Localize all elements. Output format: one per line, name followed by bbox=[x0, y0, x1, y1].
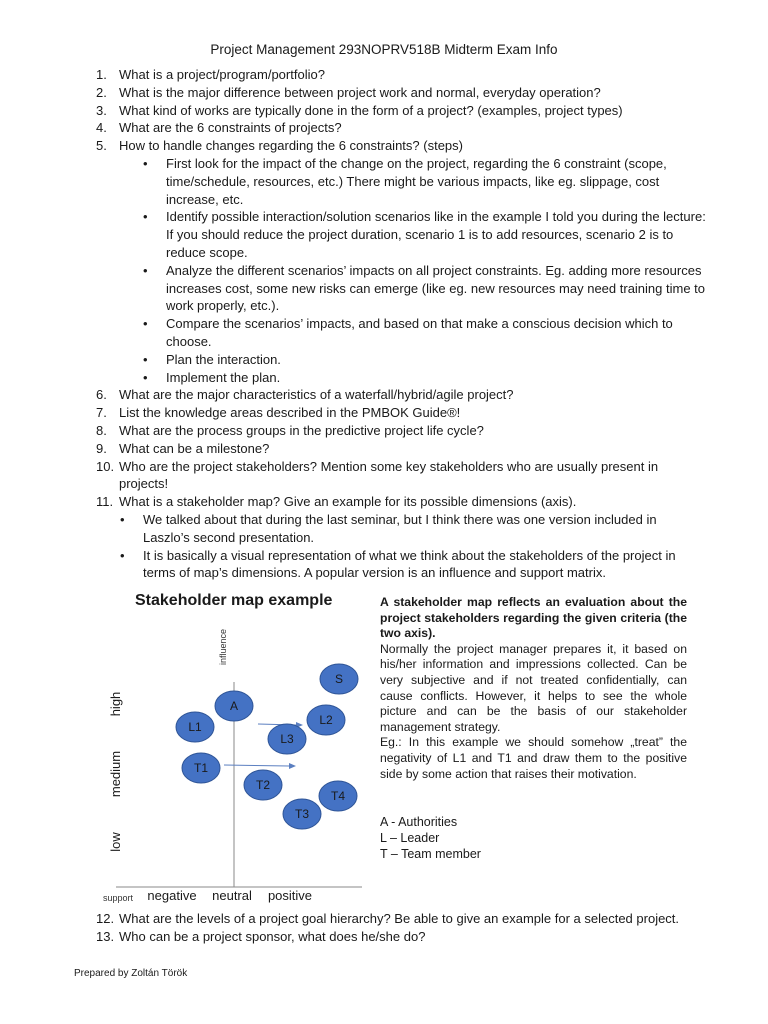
stakeholder-map bbox=[96, 612, 371, 907]
footer: Prepared by Zoltán Török bbox=[74, 968, 188, 979]
step-item: • Implement the plan. bbox=[143, 369, 281, 385]
q5-steps-container bbox=[96, 155, 706, 386]
step-item: • Identify possible interaction/solution scenarios like in the example I told you during the lecture: If you should reduce the project duration, scenario 1 is to add resources, scenario 2 is to reduce scope. bbox=[143, 209, 706, 260]
stakeholder-node-label: T2 bbox=[255, 778, 271, 792]
stakeholder-node-label: T4 bbox=[330, 789, 346, 803]
step-item: • Plan the interaction. bbox=[143, 351, 281, 367]
q11-notes-container bbox=[96, 511, 706, 582]
question-item: 13. Who can be a project sponsor, what does he/she do? bbox=[96, 928, 426, 944]
question-item: 3. What kind of works are typically done in the form of a project? (examples, project types) bbox=[96, 102, 623, 118]
stakeholder-nodes bbox=[176, 664, 358, 829]
page-title: Project Management 293NOPRV518B Midterm Exam Info bbox=[210, 42, 558, 57]
question-list-bottom bbox=[96, 910, 716, 946]
legend-item: A - Authorities bbox=[380, 815, 458, 829]
question-item: 4. What are the 6 constraints of projects? bbox=[96, 120, 342, 136]
y-axis-label: influence bbox=[218, 628, 228, 666]
question-item: 9. What can be a milestone? bbox=[96, 440, 270, 456]
note-item: • It is basically a visual representation of what we think about the stakeholders of the project in terms of map’s dimensions. A popular version is an influence and support matrix. bbox=[120, 547, 676, 581]
question-item: 7. List the knowledge areas described in the PMBOK Guide®! bbox=[96, 405, 461, 421]
stakeholder-node-label: A bbox=[229, 699, 239, 713]
map-description-bold: A stakeholder map reflects an evaluation about the project stakeholders regarding the given criteria (the two axis). bbox=[380, 595, 687, 641]
question-item: 12. What are the levels of a project goal hierarchy? Be able to give an example for a selected project. bbox=[96, 911, 680, 926]
question-item: 11. What is a stakeholder map? Give an example for its possible dimensions (axis). bbox=[96, 494, 577, 510]
q11-notes bbox=[120, 511, 706, 582]
map-description-example: Eg.: In this example we should somehow „treat” the negativity of L1 and T1 and draw them to the positive side by some action that raises their motivation. bbox=[380, 735, 687, 781]
step-item: • Analyze the different scenarios’ impacts on all project constraints. Eg. adding more resources increases cost, some new risks can emerge (like eg. new resources may need training time to work properly, etc.). bbox=[143, 262, 706, 314]
stakeholder-node-label: L2 bbox=[319, 713, 333, 727]
question-item: 10. Who are the project stakeholders? Mention some key stakeholders who are usually present in projects! bbox=[96, 458, 659, 492]
x-level-label: negative bbox=[147, 888, 197, 903]
q5-steps bbox=[143, 155, 706, 386]
stakeholder-node-label: T3 bbox=[294, 807, 310, 821]
stakeholder-node-label: L1 bbox=[188, 720, 202, 734]
question-item: 2. What is the major difference between project work and normal, everyday operation? bbox=[96, 84, 601, 100]
stakeholder-map-title: Stakeholder map example bbox=[135, 592, 333, 609]
y-level-label: low bbox=[108, 832, 123, 852]
x-axis-label: support bbox=[103, 893, 134, 903]
y-level-label: medium bbox=[108, 750, 123, 798]
map-description-body: Normally the project manager prepares it, it based on his/her information and impressions collected. Can be very subjective and if not treated confidentially, can cause conflicts. However, it helps to see the whole picture and can be the basis of our stakeholder management strategy. bbox=[380, 641, 687, 734]
question-item: 6. What are the major characteristics of a waterfall/hybrid/agile project? bbox=[96, 387, 514, 403]
arrow-head bbox=[289, 763, 296, 769]
legend-item: T – Team member bbox=[380, 847, 481, 861]
stakeholder-node-label: T1 bbox=[193, 761, 209, 775]
question-list bbox=[96, 66, 706, 582]
x-level-label: neutral bbox=[212, 888, 252, 903]
question-item: 1. What is a project/program/portfolio? bbox=[96, 67, 325, 82]
question-item: 8. What are the process groups in the predictive project life cycle? bbox=[96, 422, 484, 438]
note-item: • We talked about that during the last seminar, but I think there was one version included in Laszlo’s second presentation. bbox=[120, 511, 657, 545]
question-item: 5. How to handle changes regarding the 6 constraints? (steps) bbox=[96, 138, 463, 154]
map-legend bbox=[380, 814, 481, 862]
y-level-label: high bbox=[108, 691, 123, 717]
map-description bbox=[380, 595, 687, 782]
step-item: • Compare the scenarios’ impacts, and based on that make a conscious decision which to choose. bbox=[143, 316, 673, 349]
stakeholder-node-label: S bbox=[334, 672, 344, 686]
x-level-label: positive bbox=[267, 888, 313, 903]
legend-item: L – Leader bbox=[380, 831, 440, 845]
stakeholder-node-label: L3 bbox=[280, 732, 294, 746]
step-item: • First look for the impact of the change on the project, regarding the 6 constraint (scope, time/schedule, resources, etc.) There might be various impacts, like eg. slippage, cost increase, etc. bbox=[143, 155, 667, 207]
